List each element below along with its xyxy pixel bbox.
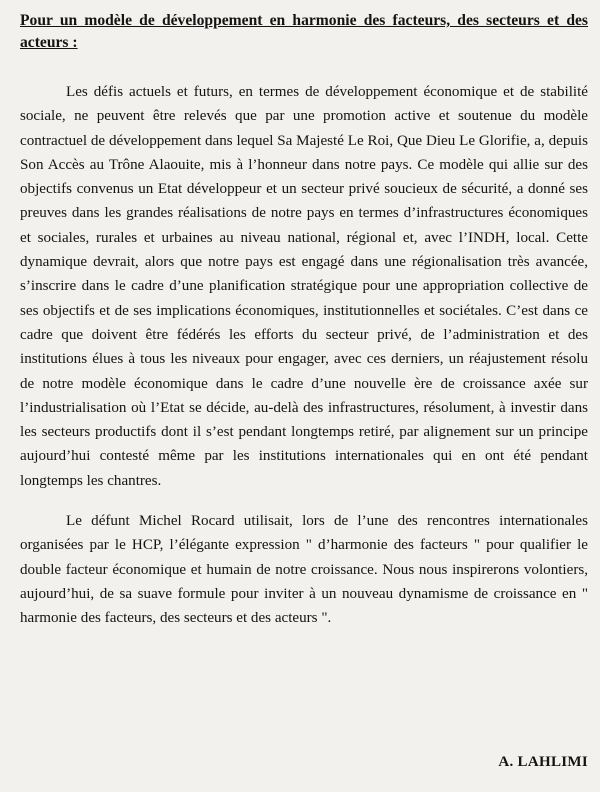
author-signature: A. LAHLIMI [498, 754, 588, 770]
document-page [20, 10, 588, 770]
body-paragraph-1: Les défis actuels et futurs, en termes de développement économique et de stabilité sociale, ne peuvent être relevés que par une promotion active et soutenue du modèle contractuel de développement dans lequel Sa Majesté Le Roi, Que Dieu Le Glorifie, a, depuis Son Accès au Trône Alaouite, mis à l’honneur dans notre pays. Ce modèle qui allie sur des objectifs convenus un Etat développeur et un secteur privé soucieux de sécurité, a donné ses preuves dans les grandes réalisations de notre pays en termes d’infrastructures économiques et sociales, rurales et urbaines au niveau national, régional et, avec l’INDH, local. Cette dynamique devrait, alors que notre pays est engagé dans une régionalisation très avancée, s’inscrire dans le cadre d’une planification stratégique pour une appropriation collective de ses objectifs et de ses implications économiques, institutionnelles et sociétales. C’est dans ce cadre que doivent être fédérés les efforts du secteur privé, de l’administration et des institutions élues à tous les niveaux pour engager, avec ces derniers, un réajustement résolu de notre modèle économique dans le cadre d’une nouvelle ère de croissance axée sur l’industrialisation où l’Etat se décide, au-delà des infrastructures, résolument, à investir dans les secteurs productifs dont il s’est pendant longtemps retiré, par alignement sur un principe aujourd’hui contesté même par les institutions internationales qui en ont été pendant longtemps les chantres. [20, 84, 588, 489]
section-heading: Pour un modèle de développement en harmonie des facteurs, des secteurs et des acteurs : [20, 12, 588, 51]
body-paragraph-2: Le défunt Michel Rocard utilisait, lors de l’une des rencontres internationales organisées par le HCP, l’élégante expression " d’harmonie des facteurs " pour qualifier le double facteur économique et humain de notre croissance. Nous nous inspirerons volontiers, aujourd’hui, de sa suave formule pour inviter à un nouveau dynamisme de croissance en " harmonie des facteurs, des secteurs et des acteurs ". [20, 513, 588, 627]
